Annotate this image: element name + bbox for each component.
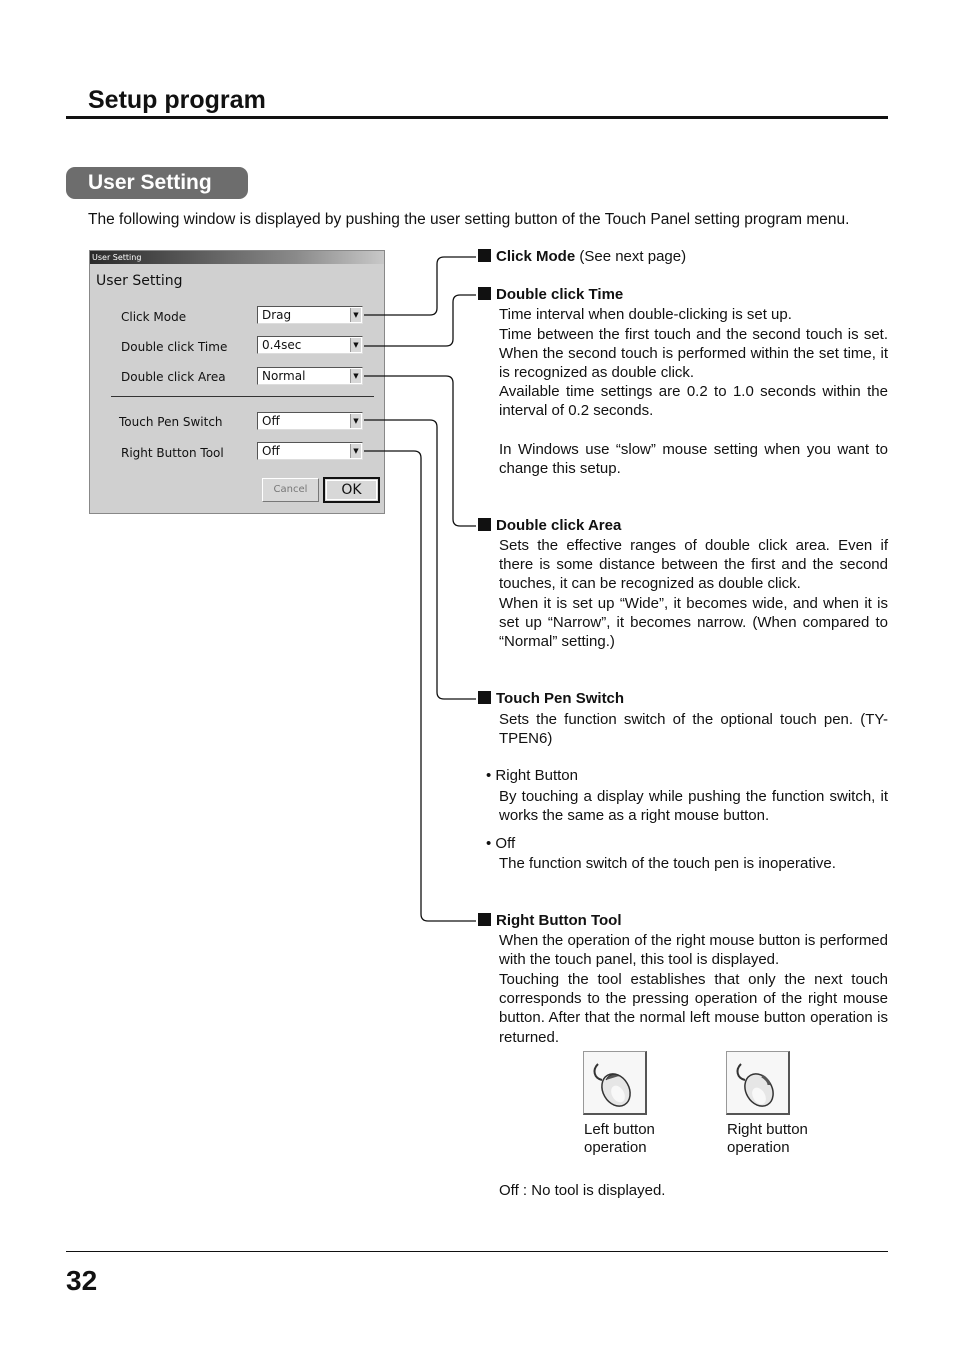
dropdown-arrow-icon[interactable]: ▼ [350, 414, 361, 428]
option-off-desc: The function switch of the touch pen is inoperative. [499, 855, 836, 872]
page-number: 32 [66, 1265, 98, 1296]
right-button-tool-heading [478, 912, 622, 929]
double-click-time-text-4: In Windows use “slow” mouse setting when you want to change this setup. [499, 441, 888, 478]
double-click-time-label: Double click Time [121, 340, 228, 354]
section-title: Setup program [88, 86, 266, 114]
double-click-time-value: 0.4sec [262, 338, 302, 352]
square-bullet-icon [478, 518, 491, 531]
click-mode-value: Drag [262, 308, 292, 322]
double-click-time-text-2: Time between the first touch and the second touch is set. When the second touch is performed within the set time, it is recognized as double click. [499, 326, 888, 382]
right-button-caption-line-2: operation [727, 1139, 790, 1156]
double-click-area-text-2: When it is set up “Wide”, it becomes wide, and when it is set up “Narrow”, it becomes narrow. (When compared to “Normal” setting.) [499, 595, 888, 651]
connector-touch-pen-switch [364, 420, 476, 699]
ok-button[interactable]: OK [323, 477, 380, 503]
double-click-time-text-3: Available time settings are 0.2 to 1.0 seconds within the interval of 0.2 seconds. [499, 383, 888, 420]
touch-pen-switch-value: Off [262, 414, 280, 428]
right-button-tool-title: Right Button Tool [496, 912, 622, 929]
double-click-area-value: Normal [262, 369, 306, 383]
dropdown-arrow-icon[interactable]: ▼ [350, 444, 361, 458]
left-button-caption [584, 1121, 655, 1157]
right-button-tool-value: Off [262, 444, 280, 458]
double-click-time-title: Double click Time [496, 286, 624, 303]
right-button-tool-text-2: Touching the tool establishes that only the next touch corresponds to the pressing operation of the right mouse button. After that the normal left mouse button operation is returned. [499, 971, 888, 1046]
connector-double-click-time [364, 295, 476, 346]
double-click-area-title: Double click Area [496, 517, 622, 534]
right-button-tool-text-1: When the operation of the right mouse button is performed with the touch panel, this tool is displayed. [499, 932, 888, 969]
off-note: Off : No tool is displayed. [499, 1182, 666, 1199]
double-click-area-heading [478, 517, 621, 534]
click-mode-note: (See next page) [579, 248, 687, 265]
square-bullet-icon [478, 249, 491, 262]
left-button-caption-line-1: Left button [584, 1121, 655, 1138]
option-right-button-name: • Right Button [486, 767, 578, 784]
dialog-heading: User Setting [96, 273, 183, 289]
mouse-left-icon [583, 1051, 647, 1115]
square-bullet-icon [478, 287, 491, 300]
touch-pen-switch-intro: Sets the function switch of the optional touch pen. (TY-TPEN6) [499, 711, 888, 748]
right-button-caption [727, 1121, 808, 1157]
option-right-button-desc: By touching a display while pushing the function switch, it works the same as a right mouse button. [499, 788, 888, 825]
dropdown-arrow-icon[interactable]: ▼ [350, 338, 361, 352]
double-click-time-text-1: Time interval when double-clicking is set up. [499, 306, 792, 323]
click-mode-heading [478, 248, 686, 265]
option-off-name: • Off [486, 835, 516, 852]
touch-pen-switch-label: Touch Pen Switch [119, 415, 223, 429]
dialog-titlebar: User Setting [90, 251, 384, 264]
left-button-caption-line-2: operation [584, 1139, 647, 1156]
footer-rule [66, 1251, 888, 1252]
double-click-area-label: Double click Area [121, 370, 226, 384]
dropdown-arrow-icon[interactable]: ▼ [350, 369, 361, 383]
subsection-title: User Setting [66, 167, 248, 199]
double-click-time-heading [478, 286, 623, 303]
connector-right-button-tool [364, 451, 476, 921]
click-mode-label: Click Mode [121, 310, 187, 324]
touch-pen-switch-title: Touch Pen Switch [496, 690, 625, 707]
intro-text: The following window is displayed by pushing the user setting button of the Touch Panel setting program menu. [88, 211, 850, 228]
click-mode-title: Click Mode [496, 248, 576, 265]
touch-pen-switch-heading [478, 690, 624, 707]
square-bullet-icon [478, 691, 491, 704]
connector-click-mode [364, 257, 476, 315]
double-click-area-text-1: Sets the effective ranges of double click area. Even if there is some distance between the first and the second touches, it can be recognized as double click. [499, 537, 888, 593]
mouse-right-icon [726, 1051, 790, 1115]
right-button-tool-label: Right Button Tool [121, 446, 224, 460]
square-bullet-icon [478, 913, 491, 926]
dropdown-arrow-icon[interactable]: ▼ [350, 308, 361, 322]
cancel-button[interactable]: Cancel [262, 478, 319, 502]
right-button-caption-line-1: Right button [727, 1121, 808, 1138]
